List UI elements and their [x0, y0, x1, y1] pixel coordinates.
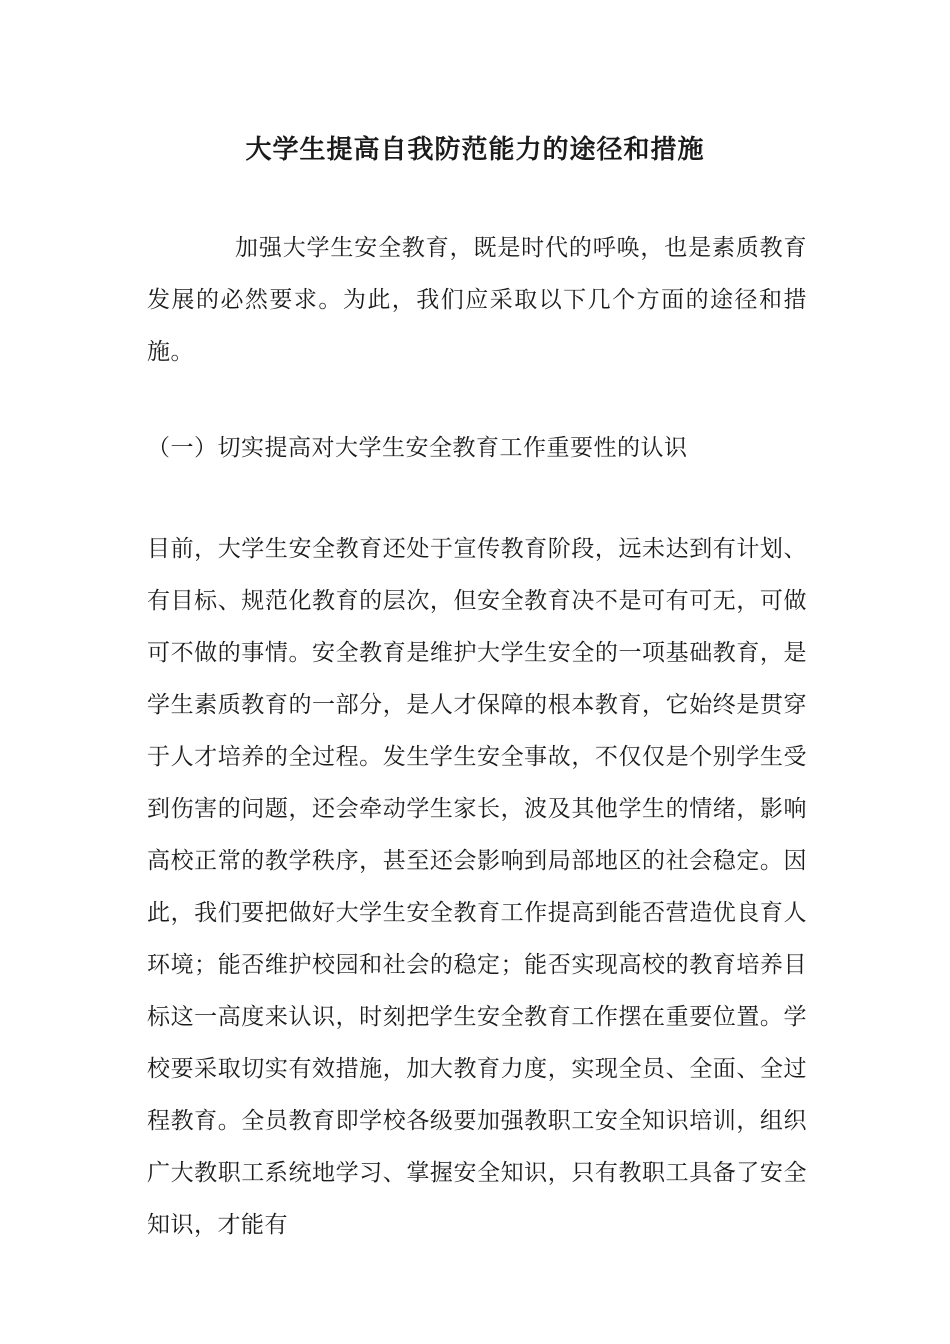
- body-paragraph: 目前，大学生安全教育还处于宣传教育阶段，远未达到有计划、有目标、规范化教育的层次，但安全教育决不是可有可无，可做可不做的事情。安全教育是维护大学生安全的一项基础教育，是学生素质教育的一部分，是人才保障的根本教育，它始终是贯穿于人才培养的全过程。发生学生安全事故，不仅仅是个别学生受到伤害的问题，还会牵动学生家长，波及其他学生的情绪，影响高校正常的教学秩序，甚至还会影响到局部地区的社会稳定。因此，我们要把做好大学生安全教育工作提高到能否营造优良育人环境；能否维护校园和社会的稳定；能否实现高校的教育培养目标这一高度来认识，时刻把学生安全教育工作摆在重要位置。学校要采取切实有效措施，加大教育力度，实现全员、全面、全过程教育。全员教育即学校各级要加强教职工安全知识培训，组织广大教职工系统地学习、掌握安全知识，只有教职工具备了安全知识，才能有: [147, 536, 807, 1238]
- section-heading: （一）切实提高对大学生安全教育工作重要性的认识: [147, 435, 688, 461]
- document-title: 大学生提高自我防范能力的途径和措施: [245, 135, 705, 165]
- intro-paragraph: 加强大学生安全教育，既是时代的呼唤，也是素质教育发展的必然要求。为此，我们应采取以下几个方面的途径和措施。: [147, 235, 807, 365]
